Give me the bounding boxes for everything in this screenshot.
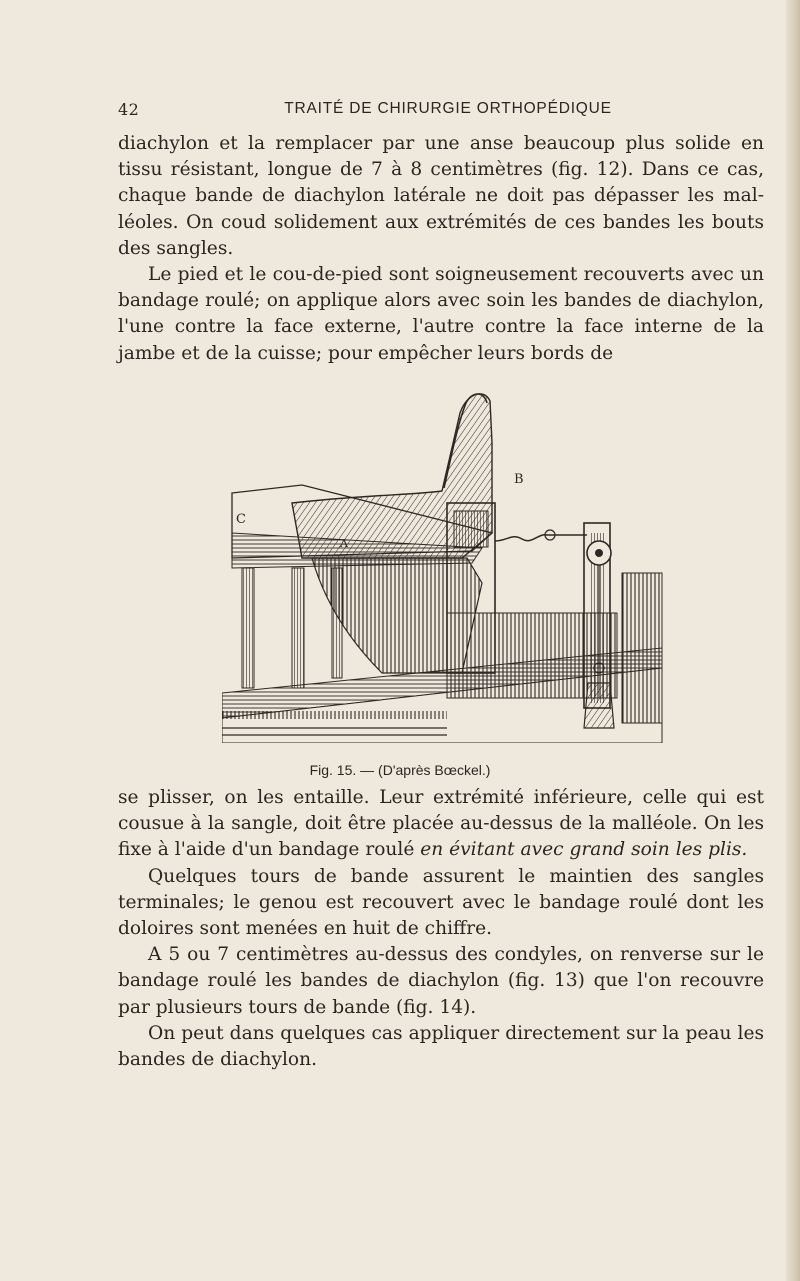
text-block-bottom	[118, 785, 764, 1073]
paragraph: A 5 ou 7 centimètres au-dessus des condyles, on renverse sur le bandage roulé les bandes de diachylon (fig. 13) que l'on recouvre par plusieurs tours de bande (fig. 14).	[118, 944, 764, 1018]
paragraph-continued: diachylon et la remplacer par une anse beaucoup plus solide en tissu résistant, longue de 7 à 8 centimètres (fig. 12). Dans ce cas, chaque bande de diachylon latérale ne doit pas dépasser les mal-léoles. On coud solidement aux extrémités de ces bandes les bouts des sangles.	[118, 133, 764, 259]
figure-traction-apparatus	[222, 383, 672, 743]
figure-illustration	[222, 383, 672, 743]
pulley-stand	[584, 523, 662, 728]
paragraph	[118, 785, 764, 864]
page-number: 42	[118, 100, 140, 119]
paragraph: On peut dans quelques cas appliquer directement sur la peau les bandes de diachylon.	[118, 1022, 764, 1071]
page-edge	[786, 0, 800, 1281]
figure-label-b: B	[514, 472, 524, 487]
italic-emphasis: en évitant avec grand soin les plis.	[420, 839, 748, 861]
running-title: TRAITÉ DE CHIRURGIE ORTHOPÉDIQUE	[284, 100, 612, 117]
paragraph-text: se plisser, on les entaille. Leur extrémité inférieure, celle qui est cousue à la sangle, doit être placée au-dessus de la malléole. On les fixe à l'aide d'un bandage roulé	[118, 787, 764, 861]
figure-caption: Fig. 15. — (D'après Bœckel.)	[309, 762, 491, 778]
paragraph: Le pied et le cou-de-pied sont soigneusement recouverts avec un bandage roulé; on applique alors avec soin les bandes de diachylon, l'une contre la face externe, l'autre contre la face interne de la jambe et de la cuisse; pour empêcher leurs bords de	[118, 264, 764, 364]
figure-label-a: A	[340, 537, 348, 550]
paragraph: Quelques tours de bande assurent le maintien des sangles terminales; le genou est recouvert avec le bandage roulé dont les doloires sont menées en huit de chiffre.	[118, 865, 764, 940]
figure-label-c: C	[236, 512, 246, 527]
traction-cord	[495, 530, 587, 541]
text-block-top	[118, 131, 764, 367]
page-header	[118, 100, 738, 124]
